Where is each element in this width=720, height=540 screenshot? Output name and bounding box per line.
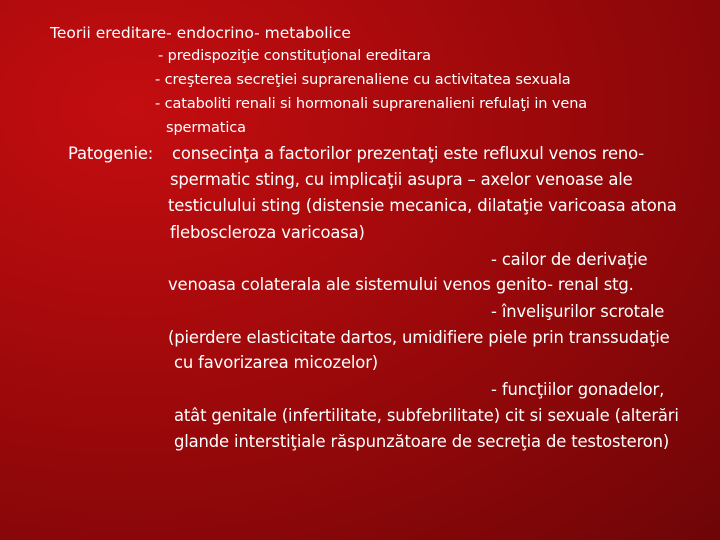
pathogeny-line: testiculului sting (distensie mecanica, dilataţie varicoasa atona xyxy=(168,196,677,215)
pathogeny-line: - cailor de derivaţie xyxy=(491,250,648,269)
pathogeny-line: cu favorizarea micozelor) xyxy=(174,353,379,372)
pathogeny-label: Patogenie: xyxy=(68,144,154,163)
pathogeny-line: glande interstiţiale răspunzătoare de secreţia de testosteron) xyxy=(174,432,670,451)
theory-item: - creşterea secreţiei suprarenaliene cu activitatea sexuala xyxy=(155,72,571,88)
pathogeny-line: fleboscleroza varicoasa) xyxy=(170,223,365,242)
theory-item-continuation: spermatica xyxy=(166,120,246,136)
theory-item: - predispoziţie constituţional ereditara xyxy=(158,48,431,64)
pathogeny-line: spermatic sting, cu implicaţii asupra – axelor venoase ale xyxy=(170,170,633,189)
theory-item: - cataboliti renali si hormonali suprarenalieni refulaţi in vena xyxy=(155,96,588,112)
pathogeny-line: (pierdere elasticitate dartos, umidifiere piele prin transsudaţie xyxy=(168,328,670,347)
pathogeny-line: atât genitale (infertilitate, subfebrilitate) cit si sexuale (alterări xyxy=(174,406,679,425)
pathogeny-line: venoasa colaterala ale sistemului venos genito- renal stg. xyxy=(168,275,634,294)
pathogeny-line: - învelişurilor scrotale xyxy=(491,302,665,321)
pathogeny-line: consecinţa a factorilor prezentaţi este refluxul venos reno- xyxy=(172,144,645,163)
theories-heading: Teorii ereditare- endocrino- metabolice xyxy=(50,24,351,42)
pathogeny-line: - funcţiilor gonadelor, xyxy=(491,380,665,399)
